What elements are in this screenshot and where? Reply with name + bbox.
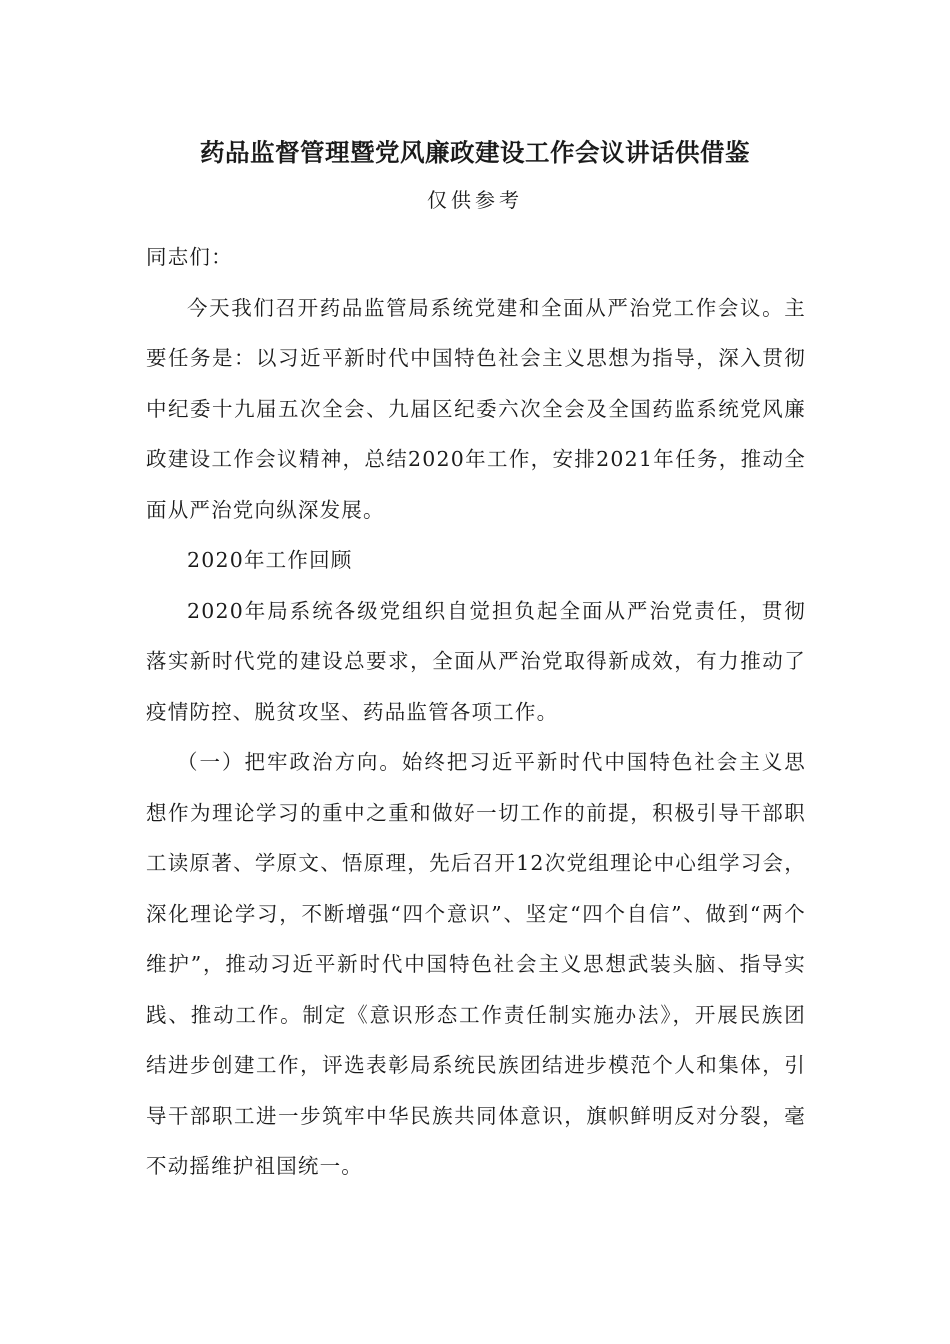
paragraph-review: 2020年局系统各级党组织自觉担负起全面从严治党责任，贯彻落实新时代党的建设总要求，全面从严治党取得新成效，有力推动了疫情防控、脱贫攻坚、药品监管各项工作。 <box>146 598 806 724</box>
salutation: 同志们： <box>146 245 233 269</box>
document-title: 药品监督管理暨党风廉政建设工作会议讲话供借鉴 <box>200 138 750 167</box>
section-heading: 2020年工作回顾 <box>187 548 353 572</box>
document-body <box>146 232 806 1192</box>
paragraph-intro: 今天我们召开药品监管局系统党建和全面从严治党工作会议。主要任务是：以习近平新时代中国特色社会主义思想为指导，深入贯彻中纪委十九届五次全会、九届区纪委六次全会及全国药监系统党风廉政建设工作会议精神，总结2020年工作，安排2021年任务，推动全面从严治党向纵深发展。 <box>146 295 806 522</box>
paragraph-political-direction: （一）把牢政治方向。始终把习近平新时代中国特色社会主义思想作为理论学习的重中之重和做好一切工作的前提，积极引导干部职工读原著、学原文、悟原理，先后召开12次党组理论中心组学习会，深化理论学习，不断增强“四个意识”、坚定“四个自信”、做到“两个维护”，推动习近平新时代中国特色社会主义思想武装头脑、指导实践、推动工作。制定《意识形态工作责任制实施办法》，开展民族团结进步创建工作，评选表彰局系统民族团结进步模范个人和集体，引导干部职工进一步筑牢中华民族共同体意识，旗帜鲜明反对分裂，毫不动摇维护祖国统一。 <box>146 750 806 1178</box>
document-subtitle: 仅供参考 <box>427 188 523 212</box>
